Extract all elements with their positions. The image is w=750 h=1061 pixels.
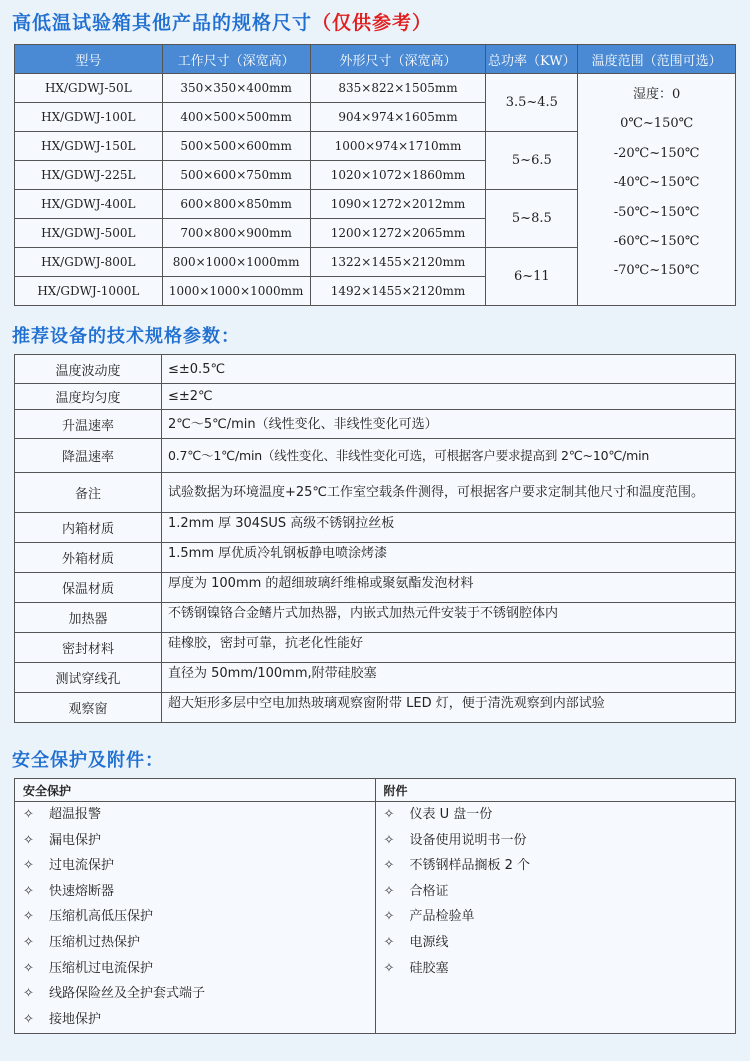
table-row	[15, 473, 736, 513]
cell-outer-size: 1492×1455×2120mm	[310, 277, 486, 306]
header-temp-range: 温度范围（范围可选）	[578, 45, 736, 74]
cell-outer-size: 1200×1272×2065mm	[310, 219, 486, 248]
cell-outer-size: 835×822×1505mm	[310, 74, 486, 103]
list-item	[15, 802, 375, 828]
safety-header-row	[15, 779, 736, 802]
range-item: 0℃~150℃	[620, 116, 694, 132]
page-title	[12, 8, 432, 35]
table-row	[15, 74, 736, 103]
tech-key: 降温速率	[15, 439, 162, 473]
diamond-bullet-icon: ✧	[23, 986, 34, 1002]
diamond-bullet-icon: ✧	[383, 807, 395, 822]
cell-power: 3.5~4.5	[486, 74, 578, 132]
cell-outer-size: 1020×1072×1860mm	[310, 161, 486, 190]
safety-item: 接地保护	[49, 1011, 102, 1027]
accessory-list	[375, 802, 736, 1034]
header-work-size: 工作尺寸（深宽高）	[162, 45, 310, 74]
cell-power: 6~11	[486, 248, 578, 306]
header-model: 型号	[15, 45, 163, 74]
cell-power: 5~8.5	[486, 190, 578, 248]
tech-key: 加热器	[15, 603, 162, 633]
accessory-item: 合格证	[409, 883, 449, 899]
accessory-item: 电源线	[409, 934, 449, 950]
tech-key: 内箱材质	[15, 513, 162, 543]
tech-value: 1.5mm 厚优质冷轧钢板静电喷涂烤漆	[162, 543, 736, 573]
safety-header: 安全保护	[15, 779, 376, 802]
cell-work-size: 500×600×750mm	[162, 161, 310, 190]
tech-value: 硅橡胶，密封可靠，抗老化性能好	[162, 633, 736, 663]
cell-model: HX/GDWJ-1000L	[15, 277, 163, 306]
range-item: 湿度：0	[632, 87, 681, 102]
table-row	[15, 355, 736, 384]
header-power: 总功率（KW）	[486, 45, 578, 74]
tech-value: 2℃～5℃/min（线性变化、非线性变化可选）	[162, 410, 736, 439]
list-item	[376, 930, 736, 956]
table-row	[15, 513, 736, 543]
range-item: -70℃~150℃	[613, 263, 700, 279]
safety-item: 漏电保护	[49, 832, 102, 848]
diamond-bullet-icon: ✧	[23, 934, 34, 950]
tech-key: 温度均匀度	[15, 384, 162, 410]
range-item: -20℃~150℃	[613, 145, 700, 161]
accessory-item: 设备使用说明书一份	[409, 832, 527, 848]
list-item	[15, 930, 375, 956]
list-item	[15, 828, 375, 854]
safety-accessory-table	[14, 778, 736, 1034]
cell-work-size: 600×800×850mm	[162, 190, 310, 219]
list-item	[15, 981, 375, 1007]
list-item	[15, 879, 375, 905]
diamond-bullet-icon: ✧	[23, 909, 34, 925]
diamond-bullet-icon: ✧	[23, 883, 34, 899]
safety-item: 压缩机高低压保护	[49, 909, 154, 925]
accessory-item: 不锈钢样品搁板 2 个	[409, 858, 531, 874]
range-item: -50℃~150℃	[613, 204, 700, 220]
cell-model: HX/GDWJ-500L	[15, 219, 163, 248]
tech-spec-table	[14, 354, 736, 723]
table-row	[15, 603, 736, 633]
cell-work-size: 350×350×400mm	[162, 74, 310, 103]
table-row	[15, 693, 736, 723]
cell-outer-size: 1322×1455×2120mm	[310, 248, 486, 277]
accessory-item: 仪表 U 盘一份	[409, 807, 493, 822]
tech-value: ≤±0.5℃	[162, 355, 736, 384]
cell-outer-size: 904×974×1605mm	[310, 103, 486, 132]
diamond-bullet-icon: ✧	[383, 960, 395, 976]
cell-model: HX/GDWJ-800L	[15, 248, 163, 277]
list-item	[376, 828, 736, 854]
tech-key: 温度波动度	[15, 355, 162, 384]
safety-item: 超温报警	[49, 807, 102, 822]
table-row	[15, 439, 736, 473]
cell-work-size: 700×800×900mm	[162, 219, 310, 248]
tech-value: 1.2mm 厚 304SUS 高级不锈钢拉丝板	[162, 513, 736, 543]
table-row	[15, 384, 736, 410]
list-item	[376, 802, 736, 828]
list-item	[376, 904, 736, 930]
table-row	[15, 543, 736, 573]
safety-list	[15, 802, 376, 1034]
list-item	[15, 956, 375, 982]
diamond-bullet-icon: ✧	[383, 883, 395, 899]
title-main: 高低温试验箱其他产品的规格尺寸	[12, 12, 313, 34]
tech-key: 观察窗	[15, 693, 162, 723]
cell-model: HX/GDWJ-100L	[15, 103, 163, 132]
cell-model: HX/GDWJ-225L	[15, 161, 163, 190]
safety-section-title: 安全保护及附件：	[12, 750, 164, 771]
cell-outer-size: 1000×974×1710mm	[310, 132, 486, 161]
diamond-bullet-icon: ✧	[383, 858, 395, 874]
list-item	[376, 853, 736, 879]
cell-work-size: 800×1000×1000mm	[162, 248, 310, 277]
diamond-bullet-icon: ✧	[23, 960, 34, 976]
list-item	[376, 956, 736, 982]
cell-work-size: 400×500×500mm	[162, 103, 310, 132]
cell-model: HX/GDWJ-150L	[15, 132, 163, 161]
list-item	[15, 1007, 375, 1033]
safety-item: 快速熔断器	[49, 883, 115, 899]
tech-key: 升温速率	[15, 410, 162, 439]
tech-value: 试验数据为环境温度+25℃工作室空载条件测得，可根据客户要求定制其他尺寸和温度范围。	[162, 473, 736, 513]
tech-key: 备注	[15, 473, 162, 513]
cell-power: 5~6.5	[486, 132, 578, 190]
tech-key: 保温材质	[15, 573, 162, 603]
table-row	[15, 802, 736, 1034]
safety-item: 过电流保护	[49, 858, 115, 874]
diamond-bullet-icon: ✧	[23, 832, 34, 848]
tech-value: 超大矩形多层中空电加热玻璃观察窗附带 LED 灯，便于清洗观察到内部试验	[162, 693, 736, 723]
table-row	[15, 573, 736, 603]
tech-key: 测试穿线孔	[15, 663, 162, 693]
tech-value: 不锈钢镍铬合金鳍片式加热器，内嵌式加热元件安装于不锈钢腔体内	[162, 603, 736, 633]
accessory-header: 附件	[375, 779, 736, 802]
cell-model: HX/GDWJ-400L	[15, 190, 163, 219]
table-row	[15, 633, 736, 663]
safety-item: 线路保险丝及全护套式端子	[49, 986, 206, 1002]
accessory-item: 硅胶塞	[409, 960, 449, 976]
tech-value: 直径为 50mm/100mm,附带硅胶塞	[162, 663, 736, 693]
diamond-bullet-icon: ✧	[23, 858, 34, 874]
title-note: （仅供参考）	[312, 12, 433, 34]
cell-temp-range	[578, 74, 736, 306]
list-item	[376, 879, 736, 905]
list-item	[15, 904, 375, 930]
diamond-bullet-icon: ✧	[383, 832, 395, 848]
safety-item: 压缩机过热保护	[49, 934, 141, 950]
tech-value: ≤±2℃	[162, 384, 736, 410]
spec-table	[14, 44, 736, 306]
tech-section-title: 推荐设备的技术规格参数：	[12, 326, 240, 347]
table-row	[15, 663, 736, 693]
cell-work-size: 500×500×600mm	[162, 132, 310, 161]
tech-value: 0.7℃～1℃/min（线性变化、非线性变化可选，可根据客户要求提高到 2℃~10℃/min	[162, 439, 736, 473]
list-item	[15, 853, 375, 879]
diamond-bullet-icon: ✧	[383, 934, 395, 950]
safety-item: 压缩机过电流保护	[49, 960, 154, 976]
diamond-bullet-icon: ✧	[23, 807, 34, 822]
cell-model: HX/GDWJ-50L	[15, 74, 163, 103]
header-outer-size: 外形尺寸（深宽高）	[310, 45, 486, 74]
diamond-bullet-icon: ✧	[383, 909, 395, 925]
range-item: -60℃~150℃	[613, 233, 700, 249]
spec-header-row	[15, 45, 736, 74]
tech-value: 厚度为 100mm 的超细玻璃纤维棉或聚氨酯发泡材料	[162, 573, 736, 603]
accessory-item: 产品检验单	[409, 909, 475, 925]
tech-key: 密封材料	[15, 633, 162, 663]
cell-outer-size: 1090×1272×2012mm	[310, 190, 486, 219]
range-item: -40℃~150℃	[613, 175, 700, 191]
tech-key: 外箱材质	[15, 543, 162, 573]
diamond-bullet-icon: ✧	[23, 1011, 34, 1027]
table-row	[15, 410, 736, 439]
cell-work-size: 1000×1000×1000mm	[162, 277, 310, 306]
